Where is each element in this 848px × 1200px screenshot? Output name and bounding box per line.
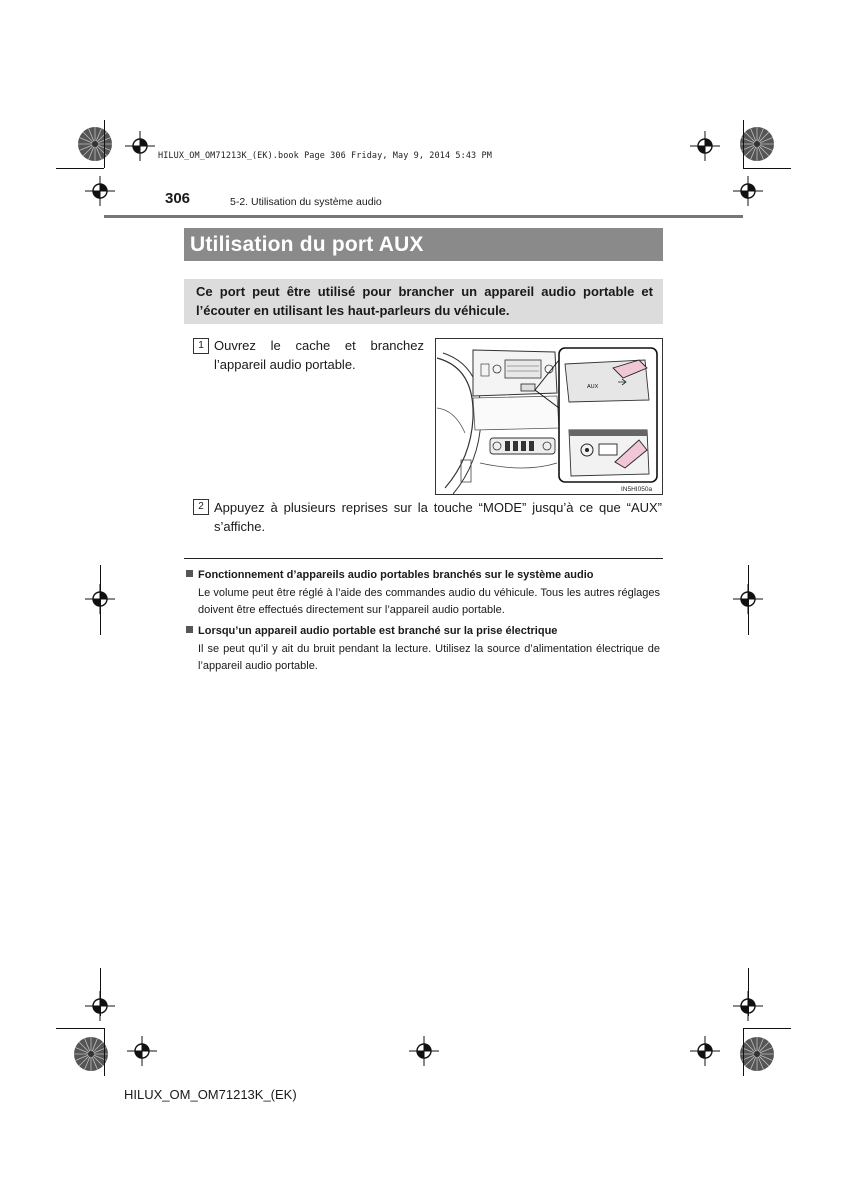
crop-mark bbox=[743, 168, 791, 169]
notes-divider bbox=[184, 558, 663, 559]
crop-mark bbox=[748, 968, 749, 1016]
page-number: 306 bbox=[165, 190, 191, 207]
step-text: Ouvrez le cache et branchez l’appareil audio portable. bbox=[214, 338, 424, 372]
step-number: 1 bbox=[193, 338, 209, 354]
aux-port-illustration bbox=[435, 338, 663, 495]
color-wheel-mark bbox=[739, 1036, 775, 1072]
crop-mark bbox=[100, 565, 101, 635]
color-wheel-mark bbox=[739, 126, 775, 162]
section-reference: 5-2. Utilisation du système audio bbox=[230, 196, 382, 208]
square-bullet-icon bbox=[186, 570, 193, 577]
note-body: Il se peut qu’il y ait du bruit pendant la lecture. Utilisez la source d’alimentation électrique de l’appareil audio portable. bbox=[198, 643, 660, 672]
registration-mark bbox=[690, 1036, 720, 1066]
registration-mark bbox=[409, 1036, 439, 1066]
crop-mark bbox=[743, 1028, 791, 1029]
intro-text: Ce port peut être utilisé pour brancher un appareil audio portable et l’écouter en utilisant les haut-parleurs du véhicule. bbox=[196, 284, 653, 318]
aux-port-label: AUX bbox=[587, 384, 599, 390]
crop-mark bbox=[100, 968, 101, 1016]
crop-mark bbox=[104, 120, 105, 168]
note-heading-text: Lorsqu’un appareil audio portable est branché sur la prise électrique bbox=[198, 625, 558, 637]
crop-mark bbox=[56, 1028, 104, 1029]
note-heading bbox=[186, 569, 593, 581]
crop-mark bbox=[748, 565, 749, 635]
footer-document-code: HILUX_OM_OM71213K_(EK) bbox=[124, 1087, 297, 1102]
step-text: Appuyez à plusieurs reprises sur la touche “MODE” jusqu’à ce que “AUX” s’affiche. bbox=[214, 500, 662, 534]
page-title: Utilisation du port AUX bbox=[184, 228, 663, 261]
crop-mark bbox=[743, 120, 744, 168]
square-bullet-icon bbox=[186, 626, 193, 633]
note-heading bbox=[186, 625, 557, 637]
color-wheel-mark bbox=[77, 126, 113, 162]
step-number: 2 bbox=[193, 499, 209, 515]
illustration-code: IN5HI050a bbox=[621, 486, 653, 493]
crop-mark bbox=[56, 168, 104, 169]
note-heading-text: Fonctionnement d’appareils audio portables branchés sur le système audio bbox=[198, 569, 594, 581]
registration-mark bbox=[125, 131, 155, 161]
crop-mark bbox=[104, 1028, 105, 1076]
print-book-info: HILUX_OM_OM71213K_(EK).book Page 306 Friday, May 9, 2014 5:43 PM bbox=[158, 151, 492, 161]
note-body: Le volume peut être réglé à l’aide des commandes audio du véhicule. Tous les autres réglages doivent être effectués directement sur l’appareil audio portable. bbox=[198, 587, 660, 616]
registration-mark bbox=[690, 131, 720, 161]
registration-mark bbox=[85, 176, 115, 206]
intro-box bbox=[184, 279, 663, 324]
header-divider bbox=[104, 215, 743, 218]
registration-mark bbox=[733, 176, 763, 206]
crop-mark bbox=[743, 1028, 744, 1076]
registration-mark bbox=[127, 1036, 157, 1066]
